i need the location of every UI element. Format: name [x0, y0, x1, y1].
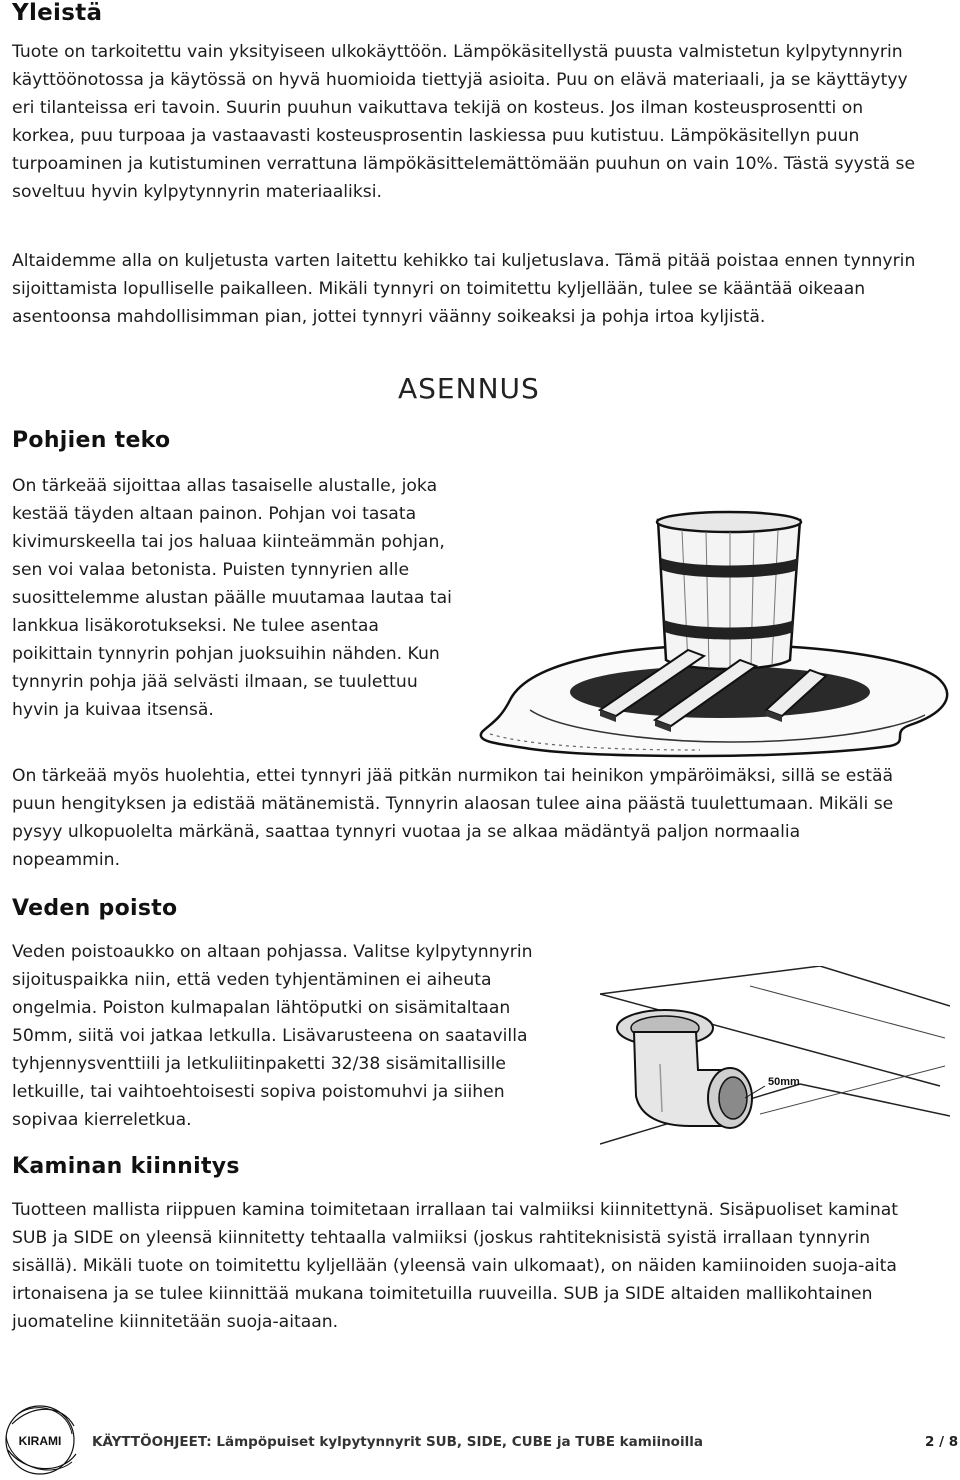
drain-pipe-illustration — [600, 966, 950, 1156]
section-heading-yleista: Yleistä — [12, 0, 103, 26]
yleista-paragraph-2: Altaidemme alla on kuljetusta varten laitettu kehikko tai kuljetuslava. Tämä pitää poistaa ennen tynnyrin sijoittamista lopulliselle paikalleen. Mikäli tynnyri on toimitettu kyljellään, tulee se kääntää oikeaan asentoonsa mahdollisimman pian, jottei tynnyri väänny soikeaksi ja pohja irtoa kyljistä. — [12, 251, 916, 327]
section-heading-veden-poisto: Veden poisto — [12, 896, 178, 921]
tub-foundation-illustration — [470, 510, 960, 770]
kirami-logo — [2, 1400, 86, 1476]
section-heading-pohjien-teko: Pohjien teko — [12, 428, 171, 453]
kaminan-kiinnitys-paragraph-1: Tuotteen mallista riippuen kamina toimitetaan irrallaan tai valmiiksi kiinnitettynä. Sisäpuoliset kaminat SUB ja SIDE on yleensä kiinnitetty tehtaalla valmiiksi (joskus rahtiteknisistä syistä irrallaan tynnyrin sisällä). Mikäli tuote on toimitettu kyljellään (yleensä vain ulkomaat), on näiden kamiinoiden suoja-aita irtonaisena ja se tulee kiinnittää mukana toimitetuilla ruuveilla. SUB ja SIDE altaiden mallikohtainen juomateline kiinnitetään suoja-aitaan. — [12, 1200, 899, 1332]
yleista-paragraph-1: Tuote on tarkoitettu vain yksityiseen ulkokäyttöön. Lämpökäsitellystä puusta valmistetun kylpytynnyrin käyttöönotossa ja käytössä on hyvä huomioida tiettyjä asioita. Puu on elävä materiaali, ja se käyttäytyy eri tilanteissa eri tavoin. Suurin puuhun vaikuttava tekijä on kosteus. Jos ilman kosteusprosentti on korkea, puu turpoaa ja vastaavasti kosteusprosentin laskiessa puu kutistuu. Lämpökäsitellyn puun turpoaminen ja kutistuminen verrattuna lämpökäsittelemättömään puuhun on vain 10%. Tästä syystä se soveltuu hyvin kylpytynnyrin materiaaliksi. — [12, 42, 916, 202]
pipe-dimension-label: 50mm — [768, 1076, 800, 1088]
page-number: 2 / 8 — [925, 1434, 959, 1450]
section-heading-kaminan-kiinnitys: Kaminan kiinnitys — [12, 1154, 240, 1179]
pohjien-teko-paragraph-1: On tärkeää sijoittaa allas tasaiselle alustalle, joka kestää täyden altaan painon. Pohjan voi tasata kivimurskeella tai jos haluaa kiinteämmän pohjan, sen voi valaa betonista. Puisten tynnyrien alle suosittelemme alustan päälle muutamaa lautaa tai lankkua lisäkorotukseksi. Ne tulee asentaa poikittain tynnyrin pohjan juoksuihin nähden. Kun tynnyrin pohja jää selvästi ilmaan, se tuulettuu hyvin ja kuivaa itsensä. — [12, 476, 452, 720]
asennus-title: ASENNUS — [398, 372, 540, 405]
svg-text:KIRAMI: KIRAMI — [18, 1434, 62, 1448]
veden-poisto-paragraph-1: Veden poistoaukko on altaan pohjassa. Valitse kylpytynnyrin sijoituspaikka niin, että veden tyhjentäminen ei aiheuta ongelmia. Poiston kulmapalan lähtöputki on sisämitaltaan 50mm, siitä voi jatkaa letkulla. Lisävarusteena on saatavilla tyhjennysventtiili ja letkuliitinpaketti 32/38 sisämitallisille letkuille, tai vaihtoehtoisesti sopiva poistomuhvi ja siihen sopivaa kierreletkua. — [12, 942, 533, 1130]
pohjien-teko-paragraph-2: On tärkeää myös huolehtia, ettei tynnyri jää pitkän nurmikon tai heinikon ympäröimäksi, sillä se estää puun hengityksen ja edistää mätänemistä. Tynnyrin alaosan tulee aina päästä tuulettumaan. Mikäli se pysyy ulkopuolelta märkänä, saattaa tynnyri vuotaa ja se alkaa mädäntyä paljon normaalia nopeammin. — [12, 766, 894, 870]
footer-title: KÄYTTÖOHJEET: Lämpöpuiset kylpytynnyrit SUB, SIDE, CUBE ja TUBE kamiinoilla — [92, 1434, 703, 1450]
